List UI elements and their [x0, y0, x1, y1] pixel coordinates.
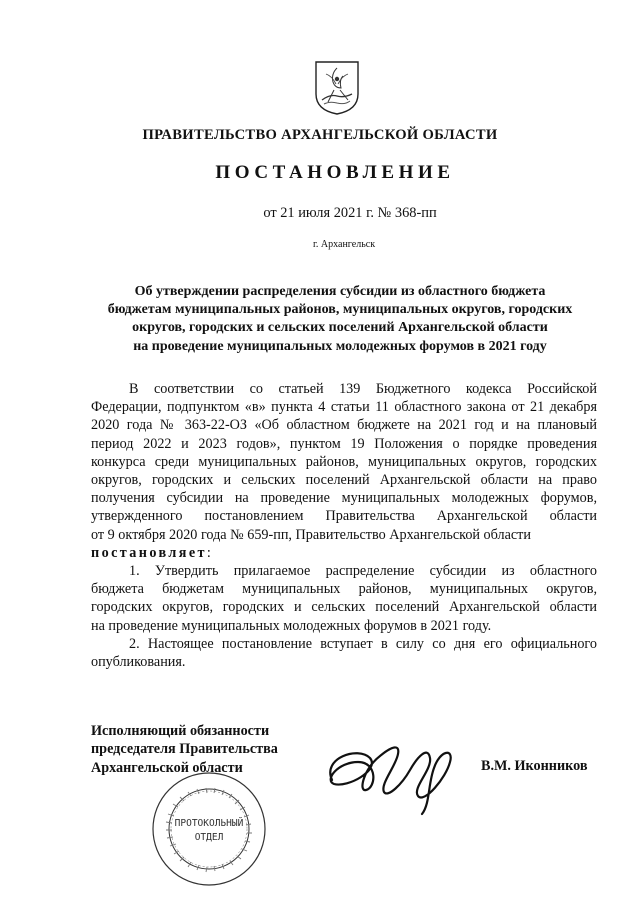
body-line: конкурса среди муниципальных районов, муниципальных округов, городских	[91, 453, 597, 470]
document-subject	[100, 283, 580, 356]
body-line: утвержденного постановлением Правительства Архангельской области	[91, 508, 597, 525]
body-line: городских округов, городских и сельских поселений Архангельской области	[91, 599, 597, 616]
item-2-paragraph	[91, 635, 597, 671]
government-title: ПРАВИТЕЛЬСТВО АРХАНГЕЛЬСКОЙ ОБЛАСТИ	[142, 127, 498, 143]
document-type-title: ПОСТАНОВЛЕНИЕ	[215, 162, 455, 183]
stamp-text-line: ОТДЕЛ	[194, 832, 224, 843]
document-body	[91, 380, 597, 671]
position-line: председателя Правительства	[91, 741, 278, 758]
body-line: бюджета бюджетам муниципальных районов, муниципальных округов,	[91, 581, 597, 598]
signatory-name: В.М. Иконников	[481, 758, 588, 774]
stamp-text-line: ПРОТОКОЛЬНЫЙ	[174, 818, 244, 829]
body-line: 2. Настоящее постановление вступает в силу со дня его официального	[129, 635, 597, 652]
subject-line: бюджетам муниципальных районов, муниципальных округов, городских	[107, 302, 573, 318]
body-line: 1. Утвердить прилагаемое распределение субсидии из областного	[129, 563, 597, 580]
city-line: г. Архангельск	[312, 239, 376, 250]
position-line: Исполняющий обязанности	[91, 723, 270, 739]
protocol-department-stamp-icon	[150, 770, 268, 888]
body-line: период 2022 и 2023 годов», пунктом 19 Положения о порядке проведения	[91, 435, 597, 452]
body-line: получения субсидии на проведение муниципальных молодежных форумов,	[91, 490, 597, 507]
body-line: опубликования.	[91, 654, 186, 671]
position-line: Архангельской области	[91, 759, 243, 776]
coat-of-arms-icon	[314, 60, 360, 116]
body-line: округов, городских и сельских поселений Архангельской области на право	[91, 472, 597, 489]
resolves-colon: :	[206, 544, 211, 561]
handwritten-signature-icon	[318, 718, 468, 818]
body-line: Федерации, подпунктом «в» пункта 4 статьи 11 областного закона от 21 декабря	[91, 399, 597, 416]
body-line: от 9 октября 2020 года № 659-пп, Правительство Архангельской области	[91, 526, 531, 543]
preamble-paragraph	[91, 380, 597, 562]
body-line: В соответствии со статьей 139 Бюджетного кодекса Российской	[129, 381, 597, 397]
body-line: 2020 года № 363-22-ОЗ «Об областном бюджете на 2021 год и на плановый	[91, 417, 597, 434]
subject-line: округов, городских и сельских поселений Архангельской области	[132, 320, 548, 336]
subject-line: на проведение муниципальных молодежных форумов в 2021 году	[133, 338, 547, 354]
resolves-word: постановляет	[91, 544, 207, 561]
body-line: на проведение муниципальных молодежных форумов в 2021 году.	[91, 617, 492, 634]
item-1-paragraph	[91, 562, 597, 635]
signatory-position	[91, 722, 278, 777]
date-and-number: от 21 июля 2021 г. № 368-пп	[263, 205, 437, 221]
resolves-line	[91, 544, 597, 562]
subject-line: Об утверждении распределения субсидии из областного бюджета	[134, 284, 546, 299]
